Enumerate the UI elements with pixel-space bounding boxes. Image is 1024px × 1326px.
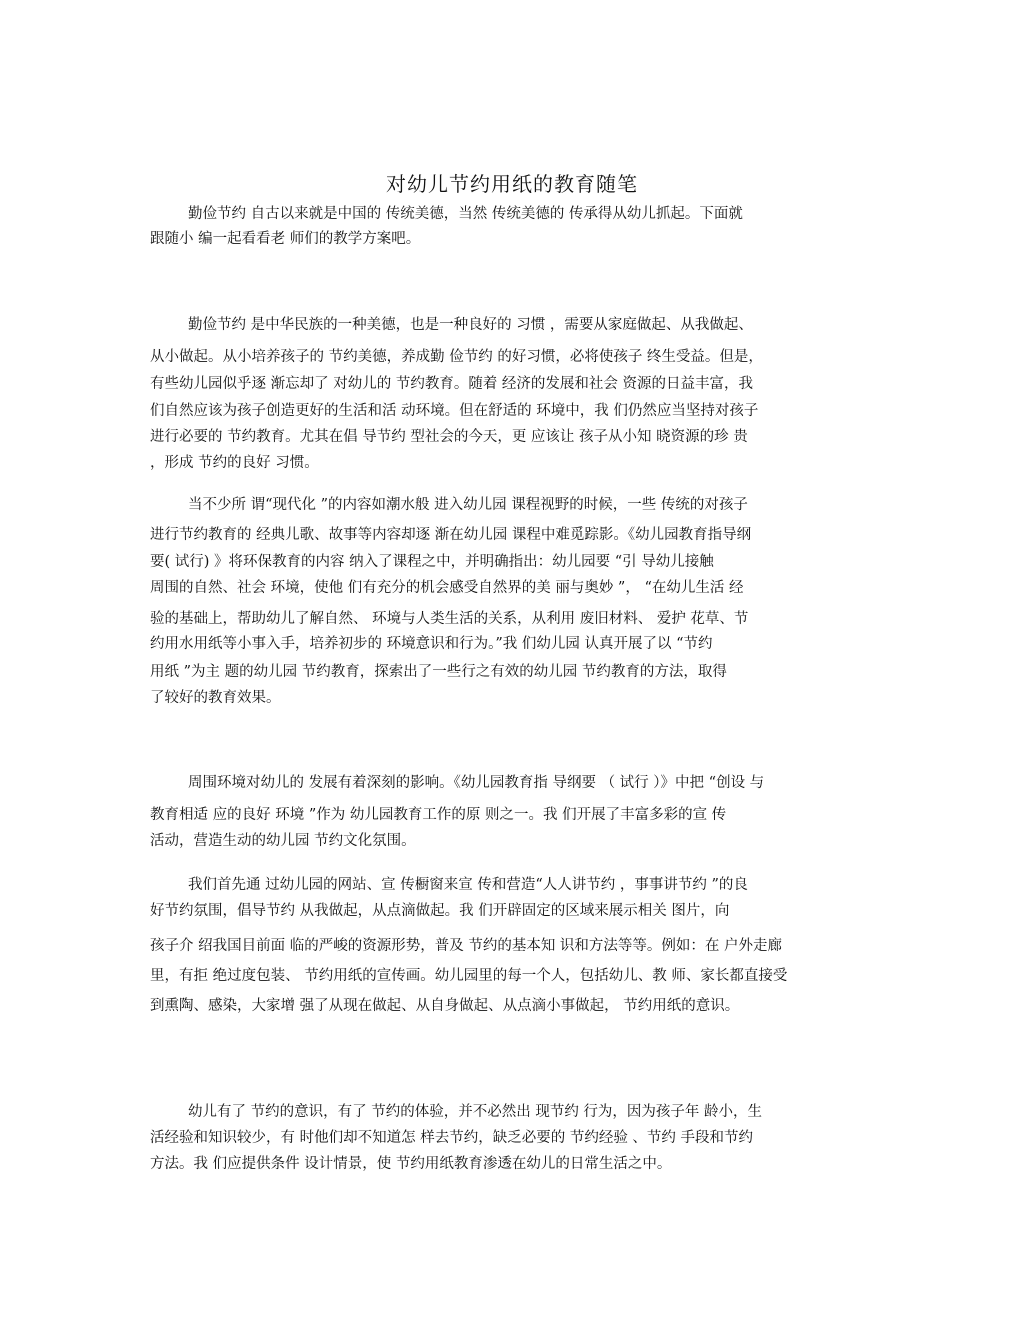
paragraph-1-line: 们自然应该为孩子创造更好的生活和活 动环境。但在舒适的 环境中，我 们仍然应当坚持对孩子: [150, 403, 759, 419]
paragraph-3-line: 周围环境对幼儿的 发展有着深刻的影响。《幼儿园教育指 导纲要 （ 试行 ）》中把 “创设 与: [188, 775, 765, 791]
paragraph-1-line: 从小做起。从小培养孩子的 节约美德，养成勤 俭节约 的好习惯，必将使孩子 终生受益。但是，: [150, 349, 763, 365]
paragraph-4-line: 我们首先通 过幼儿园的网站、宣 传橱窗来宣 传和营造“人人讲节约 ，事事讲节约 ”的良: [188, 877, 748, 893]
paragraph-4-line: 到熏陶、感染，大家增 强了从现在做起、从自身做起、从点滴小事做起， 节约用纸的意识。: [150, 998, 740, 1014]
paragraph-1-line: 进行必要的 节约教育。尤其在倡 导节约 型社会的今天，更 应该让 孩子从小知 晓资源的珍 贵: [150, 429, 748, 445]
paragraph-2-line: 约用水用纸等小事入手，培养初步的 环境意识和行为。”我 们幼儿园 认真开展了以 “节约: [150, 636, 713, 652]
paragraph-2-line: 当不少所 谓“现代化 ”的内容如潮水般 进入幼儿园 课程视野的时候，一些 传统的对孩子: [188, 497, 748, 513]
paragraph-4-line: 孩子介 绍我国目前面 临的严峻的资源形势，普及 节约的基本知 识和方法等等。例如：在 户外走廊: [150, 938, 783, 954]
paragraph-4-line: 好节约氛围，倡导节约 从我做起，从点滴做起。我 们开辟固定的区域来展示相关 图片，向: [150, 903, 730, 919]
intro-line: 勤俭节约 自古以来就是中国的 传统美德，当然 传统美德的 传承得从幼儿抓起。下面就: [188, 206, 743, 222]
paragraph-3-line: 教育相适 应的良好 环境 ”作为 幼儿园教育工作的原 则之一。我 们开展了丰富多彩的宣 传: [150, 807, 727, 823]
intro-line: 跟随小 编一起看看老 师们的教学方案吧。: [150, 231, 421, 247]
paragraph-5-line: 方法。我 们应提供条件 设计情景，使 节约用纸教育渗透在幼儿的日常生活之中。: [150, 1156, 672, 1172]
paragraph-1-line: 勤俭节约 是中华民族的一种美德，也是一种良好的 习惯 ，需要从家庭做起、从我做起、: [188, 317, 753, 333]
paragraph-2-line: 用纸 ”为主 题的幼儿园 节约教育，探索出了一些行之有效的幼儿园 节约教育的方法，取得: [150, 664, 727, 680]
paragraph-4-line: 里，有拒 绝过度包装、 节约用纸的宣传画。幼儿园里的每一个人，包括幼儿、教 师、家长都直接受: [150, 968, 788, 984]
paragraph-5-line: 活经验和知识较少，有 时他们却不知道怎 样去节约，缺乏必要的 节约经验 、节约 手段和节约: [150, 1130, 754, 1146]
paragraph-3-line: 活动，营造生动的幼儿园 节约文化氛围。: [150, 833, 416, 849]
paragraph-1-line: 有些幼儿园似乎逐 渐忘却了 对幼儿的 节约教育。随着 经济的发展和社会 资源的日益丰富，我: [150, 376, 754, 392]
paragraph-2-line: 进行节约教育的 经典儿歌、故事等内容却逐 渐在幼儿园 课程中难觅踪影。《幼儿园教育指导纲: [150, 527, 752, 543]
paragraph-2-line: 要( 试行) 》将环保教育的内容 纳入了课程之中，并明确指出：幼儿园要 “引 导幼儿接触: [150, 554, 714, 570]
paragraph-1-line: ，形成 节约的良好 习惯。: [150, 455, 319, 471]
paragraph-2-line: 验的基础上，帮助幼儿了解自然、 环境与人类生活的关系，从利用 废旧材料、 爱护 花草、节: [150, 611, 749, 627]
paragraph-5-line: 幼儿有了 节约的意识，有了 节约的体验，并不必然出 现节约 行为，因为孩子年 龄小，生: [188, 1104, 763, 1120]
paragraph-2-line: 周围的自然、社会 环境，使他 们有充分的机会感受自然界的美 丽与奥妙 ”， “在幼儿生活 经: [150, 580, 744, 596]
paragraph-2-line: 了较好的教育效果。: [150, 690, 281, 706]
document-title: 对幼儿节约用纸的教育随笔: [386, 172, 638, 196]
